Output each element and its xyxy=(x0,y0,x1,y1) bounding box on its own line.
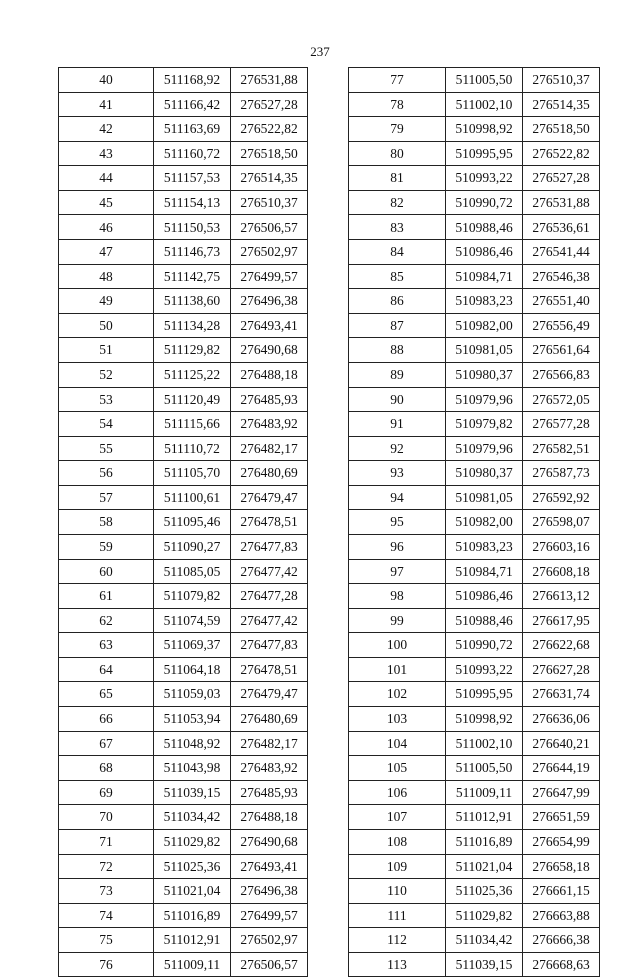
table-row xyxy=(349,829,600,854)
x-coordinate-cell: 511048,92 xyxy=(154,731,231,756)
y-coordinate-cell: 276668,63 xyxy=(523,952,600,977)
point-number-cell: 113 xyxy=(349,952,446,977)
y-coordinate-cell: 276613,12 xyxy=(523,584,600,609)
y-coordinate-cell: 276654,99 xyxy=(523,829,600,854)
x-coordinate-cell: 511029,82 xyxy=(154,829,231,854)
y-coordinate-cell: 276592,92 xyxy=(523,485,600,510)
table-row xyxy=(59,362,308,387)
y-coordinate-cell: 276636,06 xyxy=(523,707,600,732)
x-coordinate-cell: 510993,22 xyxy=(446,657,523,682)
x-coordinate-cell: 511138,60 xyxy=(154,289,231,314)
x-coordinate-cell: 511095,46 xyxy=(154,510,231,535)
x-coordinate-cell: 511129,82 xyxy=(154,338,231,363)
y-coordinate-cell: 276479,47 xyxy=(231,485,308,510)
page-number: 237 xyxy=(310,44,330,59)
y-coordinate-cell: 276661,15 xyxy=(523,879,600,904)
point-number-cell: 82 xyxy=(349,190,446,215)
table-row xyxy=(59,68,308,93)
table-row xyxy=(59,436,308,461)
x-coordinate-cell: 511160,72 xyxy=(154,141,231,166)
x-coordinate-cell: 510988,46 xyxy=(446,608,523,633)
point-number-cell: 48 xyxy=(59,264,154,289)
point-number-cell: 49 xyxy=(59,289,154,314)
point-number-cell: 71 xyxy=(59,829,154,854)
x-coordinate-cell: 510981,05 xyxy=(446,338,523,363)
point-number-cell: 77 xyxy=(349,68,446,93)
point-number-cell: 98 xyxy=(349,584,446,609)
table-row xyxy=(349,461,600,486)
y-coordinate-cell: 276527,28 xyxy=(231,92,308,117)
x-coordinate-cell: 510980,37 xyxy=(446,362,523,387)
point-number-cell: 60 xyxy=(59,559,154,584)
point-number-cell: 55 xyxy=(59,436,154,461)
table-row xyxy=(349,510,600,535)
table-row xyxy=(349,387,600,412)
x-coordinate-cell: 510982,00 xyxy=(446,510,523,535)
x-coordinate-cell: 511021,04 xyxy=(154,879,231,904)
y-coordinate-cell: 276506,57 xyxy=(231,215,308,240)
y-coordinate-cell: 276617,95 xyxy=(523,608,600,633)
x-coordinate-cell: 510980,37 xyxy=(446,461,523,486)
coordinates-table-right xyxy=(348,67,600,977)
y-coordinate-cell: 276663,88 xyxy=(523,903,600,928)
y-coordinate-cell: 276608,18 xyxy=(523,559,600,584)
y-coordinate-cell: 276480,69 xyxy=(231,707,308,732)
x-coordinate-cell: 511016,89 xyxy=(446,829,523,854)
point-number-cell: 45 xyxy=(59,190,154,215)
y-coordinate-cell: 276666,38 xyxy=(523,928,600,953)
y-coordinate-cell: 276627,28 xyxy=(523,657,600,682)
x-coordinate-cell: 511029,82 xyxy=(446,903,523,928)
point-number-cell: 74 xyxy=(59,903,154,928)
point-number-cell: 61 xyxy=(59,584,154,609)
table-row xyxy=(59,534,308,559)
point-number-cell: 97 xyxy=(349,559,446,584)
x-coordinate-cell: 511110,72 xyxy=(154,436,231,461)
point-number-cell: 105 xyxy=(349,756,446,781)
y-coordinate-cell: 276490,68 xyxy=(231,338,308,363)
point-number-cell: 65 xyxy=(59,682,154,707)
table-row xyxy=(59,190,308,215)
table-row xyxy=(59,559,308,584)
table-row xyxy=(59,854,308,879)
x-coordinate-cell: 511025,36 xyxy=(154,854,231,879)
x-coordinate-cell: 510979,96 xyxy=(446,436,523,461)
point-number-cell: 78 xyxy=(349,92,446,117)
point-number-cell: 62 xyxy=(59,608,154,633)
y-coordinate-cell: 276561,64 xyxy=(523,338,600,363)
point-number-cell: 51 xyxy=(59,338,154,363)
x-coordinate-cell: 511163,69 xyxy=(154,117,231,142)
x-coordinate-cell: 511154,13 xyxy=(154,190,231,215)
table-row xyxy=(59,387,308,412)
table-row xyxy=(349,534,600,559)
y-coordinate-cell: 276478,51 xyxy=(231,657,308,682)
point-number-cell: 67 xyxy=(59,731,154,756)
point-number-cell: 47 xyxy=(59,240,154,265)
x-coordinate-cell: 511079,82 xyxy=(154,584,231,609)
table-row xyxy=(349,240,600,265)
table-row xyxy=(59,584,308,609)
x-coordinate-cell: 510990,72 xyxy=(446,633,523,658)
point-number-cell: 73 xyxy=(59,879,154,904)
table-row xyxy=(349,657,600,682)
table-row xyxy=(59,731,308,756)
x-coordinate-cell: 511053,94 xyxy=(154,707,231,732)
table-row xyxy=(59,780,308,805)
y-coordinate-cell: 276496,38 xyxy=(231,879,308,904)
y-coordinate-cell: 276587,73 xyxy=(523,461,600,486)
x-coordinate-cell: 511039,15 xyxy=(446,952,523,977)
point-number-cell: 76 xyxy=(59,952,154,977)
y-coordinate-cell: 276488,18 xyxy=(231,362,308,387)
x-coordinate-cell: 510998,92 xyxy=(446,707,523,732)
table-row xyxy=(59,928,308,953)
point-number-cell: 75 xyxy=(59,928,154,953)
point-number-cell: 83 xyxy=(349,215,446,240)
point-number-cell: 95 xyxy=(349,510,446,535)
y-coordinate-cell: 276658,18 xyxy=(523,854,600,879)
table-row xyxy=(349,313,600,338)
x-coordinate-cell: 510995,95 xyxy=(446,141,523,166)
y-coordinate-cell: 276514,35 xyxy=(523,92,600,117)
table-row xyxy=(59,805,308,830)
table-row xyxy=(59,240,308,265)
y-coordinate-cell: 276482,17 xyxy=(231,436,308,461)
table-row xyxy=(59,633,308,658)
point-number-cell: 70 xyxy=(59,805,154,830)
x-coordinate-cell: 511005,50 xyxy=(446,68,523,93)
y-coordinate-cell: 276477,42 xyxy=(231,559,308,584)
x-coordinate-cell: 510998,92 xyxy=(446,117,523,142)
table-row xyxy=(349,92,600,117)
point-number-cell: 41 xyxy=(59,92,154,117)
point-number-cell: 112 xyxy=(349,928,446,953)
y-coordinate-cell: 276485,93 xyxy=(231,780,308,805)
table-row xyxy=(349,731,600,756)
table-row xyxy=(59,952,308,977)
x-coordinate-cell: 510984,71 xyxy=(446,559,523,584)
point-number-cell: 88 xyxy=(349,338,446,363)
y-coordinate-cell: 276485,93 xyxy=(231,387,308,412)
y-coordinate-cell: 276493,41 xyxy=(231,854,308,879)
point-number-cell: 66 xyxy=(59,707,154,732)
table-row xyxy=(59,215,308,240)
table-row xyxy=(59,510,308,535)
point-number-cell: 96 xyxy=(349,534,446,559)
point-number-cell: 107 xyxy=(349,805,446,830)
y-coordinate-cell: 276518,50 xyxy=(523,117,600,142)
table-row xyxy=(59,141,308,166)
point-number-cell: 91 xyxy=(349,412,446,437)
y-coordinate-cell: 276598,07 xyxy=(523,510,600,535)
point-number-cell: 46 xyxy=(59,215,154,240)
x-coordinate-cell: 511034,42 xyxy=(446,928,523,953)
x-coordinate-cell: 511012,91 xyxy=(154,928,231,953)
y-coordinate-cell: 276577,28 xyxy=(523,412,600,437)
y-coordinate-cell: 276506,57 xyxy=(231,952,308,977)
y-coordinate-cell: 276478,51 xyxy=(231,510,308,535)
table-row xyxy=(59,903,308,928)
x-coordinate-cell: 510979,96 xyxy=(446,387,523,412)
y-coordinate-cell: 276499,57 xyxy=(231,903,308,928)
y-coordinate-cell: 276531,88 xyxy=(231,68,308,93)
point-number-cell: 44 xyxy=(59,166,154,191)
y-coordinate-cell: 276480,69 xyxy=(231,461,308,486)
y-coordinate-cell: 276496,38 xyxy=(231,289,308,314)
x-coordinate-cell: 510988,46 xyxy=(446,215,523,240)
point-number-cell: 110 xyxy=(349,879,446,904)
y-coordinate-cell: 276651,59 xyxy=(523,805,600,830)
y-coordinate-cell: 276644,19 xyxy=(523,756,600,781)
y-coordinate-cell: 276482,17 xyxy=(231,731,308,756)
x-coordinate-cell: 511115,66 xyxy=(154,412,231,437)
y-coordinate-cell: 276631,74 xyxy=(523,682,600,707)
y-coordinate-cell: 276640,21 xyxy=(523,731,600,756)
y-coordinate-cell: 276531,88 xyxy=(523,190,600,215)
point-number-cell: 111 xyxy=(349,903,446,928)
table-row xyxy=(349,559,600,584)
y-coordinate-cell: 276493,41 xyxy=(231,313,308,338)
table-row xyxy=(349,633,600,658)
point-number-cell: 87 xyxy=(349,313,446,338)
y-coordinate-cell: 276502,97 xyxy=(231,240,308,265)
y-coordinate-cell: 276622,68 xyxy=(523,633,600,658)
x-coordinate-cell: 511150,53 xyxy=(154,215,231,240)
x-coordinate-cell: 511074,59 xyxy=(154,608,231,633)
x-coordinate-cell: 511025,36 xyxy=(446,879,523,904)
table-row xyxy=(349,117,600,142)
point-number-cell: 90 xyxy=(349,387,446,412)
table-row xyxy=(349,485,600,510)
table-row xyxy=(349,780,600,805)
x-coordinate-cell: 511002,10 xyxy=(446,731,523,756)
y-coordinate-cell: 276522,82 xyxy=(231,117,308,142)
y-coordinate-cell: 276518,50 xyxy=(231,141,308,166)
point-number-cell: 80 xyxy=(349,141,446,166)
point-number-cell: 93 xyxy=(349,461,446,486)
point-number-cell: 42 xyxy=(59,117,154,142)
table-row xyxy=(349,682,600,707)
y-coordinate-cell: 276510,37 xyxy=(231,190,308,215)
x-coordinate-cell: 511090,27 xyxy=(154,534,231,559)
point-number-cell: 101 xyxy=(349,657,446,682)
table-row xyxy=(349,903,600,928)
y-coordinate-cell: 276572,05 xyxy=(523,387,600,412)
y-coordinate-cell: 276566,83 xyxy=(523,362,600,387)
point-number-cell: 64 xyxy=(59,657,154,682)
x-coordinate-cell: 511134,28 xyxy=(154,313,231,338)
table-row xyxy=(59,289,308,314)
x-coordinate-cell: 511009,11 xyxy=(154,952,231,977)
point-number-cell: 81 xyxy=(349,166,446,191)
table-row xyxy=(59,657,308,682)
y-coordinate-cell: 276477,83 xyxy=(231,633,308,658)
table-row xyxy=(59,682,308,707)
x-coordinate-cell: 510986,46 xyxy=(446,584,523,609)
y-coordinate-cell: 276647,99 xyxy=(523,780,600,805)
y-coordinate-cell: 276546,38 xyxy=(523,264,600,289)
table-row xyxy=(349,412,600,437)
table-row xyxy=(349,68,600,93)
table-row xyxy=(59,92,308,117)
point-number-cell: 108 xyxy=(349,829,446,854)
x-coordinate-cell: 511009,11 xyxy=(446,780,523,805)
point-number-cell: 59 xyxy=(59,534,154,559)
table-row xyxy=(349,879,600,904)
point-number-cell: 109 xyxy=(349,854,446,879)
table-row xyxy=(59,756,308,781)
x-coordinate-cell: 510993,22 xyxy=(446,166,523,191)
table-row xyxy=(349,166,600,191)
y-coordinate-cell: 276502,97 xyxy=(231,928,308,953)
x-coordinate-cell: 511002,10 xyxy=(446,92,523,117)
y-coordinate-cell: 276483,92 xyxy=(231,412,308,437)
table-row xyxy=(59,313,308,338)
point-number-cell: 99 xyxy=(349,608,446,633)
x-coordinate-cell: 511100,61 xyxy=(154,485,231,510)
y-coordinate-cell: 276603,16 xyxy=(523,534,600,559)
table-row xyxy=(349,436,600,461)
y-coordinate-cell: 276499,57 xyxy=(231,264,308,289)
x-coordinate-cell: 511034,42 xyxy=(154,805,231,830)
y-coordinate-cell: 276551,40 xyxy=(523,289,600,314)
table-row xyxy=(59,338,308,363)
x-coordinate-cell: 511039,15 xyxy=(154,780,231,805)
y-coordinate-cell: 276490,68 xyxy=(231,829,308,854)
table-row xyxy=(349,805,600,830)
table-row xyxy=(59,879,308,904)
x-coordinate-cell: 510979,82 xyxy=(446,412,523,437)
x-coordinate-cell: 510983,23 xyxy=(446,534,523,559)
y-coordinate-cell: 276477,28 xyxy=(231,584,308,609)
x-coordinate-cell: 511016,89 xyxy=(154,903,231,928)
y-coordinate-cell: 276488,18 xyxy=(231,805,308,830)
x-coordinate-cell: 510983,23 xyxy=(446,289,523,314)
point-number-cell: 102 xyxy=(349,682,446,707)
x-coordinate-cell: 510990,72 xyxy=(446,190,523,215)
x-coordinate-cell: 511005,50 xyxy=(446,756,523,781)
table-row xyxy=(349,190,600,215)
point-number-cell: 54 xyxy=(59,412,154,437)
table-row xyxy=(59,707,308,732)
x-coordinate-cell: 510982,00 xyxy=(446,313,523,338)
x-coordinate-cell: 511012,91 xyxy=(446,805,523,830)
point-number-cell: 94 xyxy=(349,485,446,510)
coordinates-table-left xyxy=(58,67,308,977)
x-coordinate-cell: 511064,18 xyxy=(154,657,231,682)
point-number-cell: 63 xyxy=(59,633,154,658)
point-number-cell: 104 xyxy=(349,731,446,756)
x-coordinate-cell: 510986,46 xyxy=(446,240,523,265)
x-coordinate-cell: 510984,71 xyxy=(446,264,523,289)
x-coordinate-cell: 511120,49 xyxy=(154,387,231,412)
y-coordinate-cell: 276479,47 xyxy=(231,682,308,707)
point-number-cell: 56 xyxy=(59,461,154,486)
y-coordinate-cell: 276541,44 xyxy=(523,240,600,265)
point-number-cell: 52 xyxy=(59,362,154,387)
x-coordinate-cell: 511166,42 xyxy=(154,92,231,117)
point-number-cell: 72 xyxy=(59,854,154,879)
point-number-cell: 89 xyxy=(349,362,446,387)
point-number-cell: 86 xyxy=(349,289,446,314)
x-coordinate-cell: 511125,22 xyxy=(154,362,231,387)
table-row xyxy=(59,829,308,854)
point-number-cell: 106 xyxy=(349,780,446,805)
point-number-cell: 68 xyxy=(59,756,154,781)
table-row xyxy=(349,707,600,732)
x-coordinate-cell: 511142,75 xyxy=(154,264,231,289)
x-coordinate-cell: 511146,73 xyxy=(154,240,231,265)
x-coordinate-cell: 511168,92 xyxy=(154,68,231,93)
y-coordinate-cell: 276556,49 xyxy=(523,313,600,338)
table-row xyxy=(59,166,308,191)
table-row xyxy=(349,362,600,387)
point-number-cell: 85 xyxy=(349,264,446,289)
table-row xyxy=(59,117,308,142)
y-coordinate-cell: 276582,51 xyxy=(523,436,600,461)
x-coordinate-cell: 511085,05 xyxy=(154,559,231,584)
x-coordinate-cell: 511021,04 xyxy=(446,854,523,879)
table-row xyxy=(349,264,600,289)
point-number-cell: 79 xyxy=(349,117,446,142)
point-number-cell: 53 xyxy=(59,387,154,412)
table-row xyxy=(349,141,600,166)
point-number-cell: 58 xyxy=(59,510,154,535)
y-coordinate-cell: 276477,83 xyxy=(231,534,308,559)
x-coordinate-cell: 511105,70 xyxy=(154,461,231,486)
table-row xyxy=(349,608,600,633)
point-number-cell: 100 xyxy=(349,633,446,658)
table-row xyxy=(59,412,308,437)
point-number-cell: 43 xyxy=(59,141,154,166)
table-row xyxy=(349,584,600,609)
table-row xyxy=(349,289,600,314)
point-number-cell: 103 xyxy=(349,707,446,732)
y-coordinate-cell: 276514,35 xyxy=(231,166,308,191)
y-coordinate-cell: 276527,28 xyxy=(523,166,600,191)
table-row xyxy=(349,756,600,781)
table-row xyxy=(349,928,600,953)
x-coordinate-cell: 511059,03 xyxy=(154,682,231,707)
y-coordinate-cell: 276477,42 xyxy=(231,608,308,633)
table-row xyxy=(349,952,600,977)
x-coordinate-cell: 511157,53 xyxy=(154,166,231,191)
y-coordinate-cell: 276483,92 xyxy=(231,756,308,781)
x-coordinate-cell: 511069,37 xyxy=(154,633,231,658)
point-number-cell: 92 xyxy=(349,436,446,461)
y-coordinate-cell: 276522,82 xyxy=(523,141,600,166)
x-coordinate-cell: 510981,05 xyxy=(446,485,523,510)
point-number-cell: 40 xyxy=(59,68,154,93)
x-coordinate-cell: 510995,95 xyxy=(446,682,523,707)
table-row xyxy=(59,264,308,289)
table-row xyxy=(349,854,600,879)
point-number-cell: 50 xyxy=(59,313,154,338)
table-row xyxy=(349,215,600,240)
table-row xyxy=(59,485,308,510)
table-row xyxy=(349,338,600,363)
point-number-cell: 84 xyxy=(349,240,446,265)
x-coordinate-cell: 511043,98 xyxy=(154,756,231,781)
y-coordinate-cell: 276510,37 xyxy=(523,68,600,93)
y-coordinate-cell: 276536,61 xyxy=(523,215,600,240)
point-number-cell: 69 xyxy=(59,780,154,805)
point-number-cell: 57 xyxy=(59,485,154,510)
table-row xyxy=(59,608,308,633)
table-row xyxy=(59,461,308,486)
